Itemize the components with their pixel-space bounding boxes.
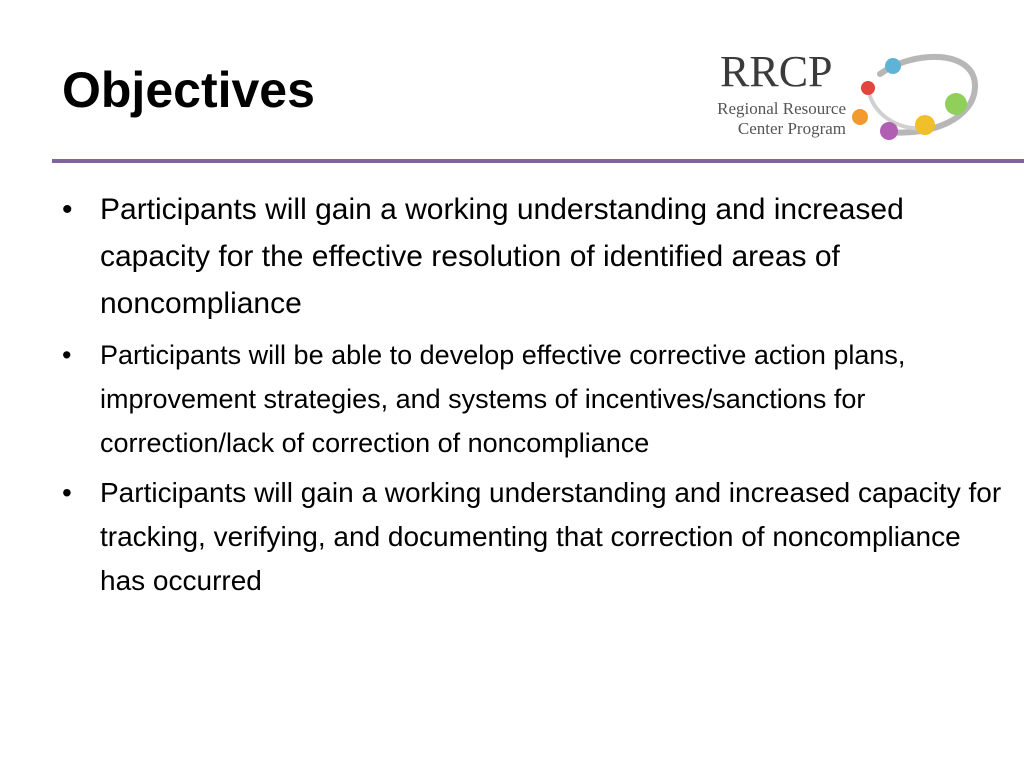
bullet-icon: • bbox=[62, 340, 72, 370]
logo-dot-purple-icon bbox=[880, 122, 898, 140]
logo-dot-yellow-icon bbox=[915, 115, 935, 135]
objectives-list bbox=[62, 186, 1002, 603]
bullet-text: Participants will gain a working understanding and increased capacity for tracking, verifying, and documenting that correction of noncompliance has occurred bbox=[100, 477, 1002, 596]
bullet-icon: • bbox=[62, 193, 73, 226]
logo-dot-orange-icon bbox=[852, 109, 868, 125]
bullet-text: Participants will be able to develop effective corrective action plans, improvement strategies, and systems of incentives/sanctions for correction/lack of correction of noncompliance bbox=[100, 340, 906, 458]
logo-dot-red-icon bbox=[861, 81, 875, 95]
bullet-icon: • bbox=[62, 477, 72, 508]
rrcp-logo bbox=[690, 44, 990, 149]
logo-dot-green-icon bbox=[945, 93, 967, 115]
slide-title: Objectives bbox=[62, 62, 315, 118]
list-item bbox=[62, 186, 1002, 327]
logo-main-text: RRCP bbox=[720, 47, 833, 96]
title-divider bbox=[52, 159, 1024, 163]
list-item bbox=[62, 333, 1002, 465]
logo-sub-line-1: Regional Resource bbox=[717, 99, 846, 118]
list-item bbox=[62, 471, 1002, 603]
logo-dot-blue-icon bbox=[885, 58, 901, 74]
bullet-text: Participants will gain a working understanding and increased capacity for the effective resolution of identified areas of noncompliance bbox=[100, 193, 904, 320]
logo-sub-line-2: Center Program bbox=[737, 119, 846, 138]
